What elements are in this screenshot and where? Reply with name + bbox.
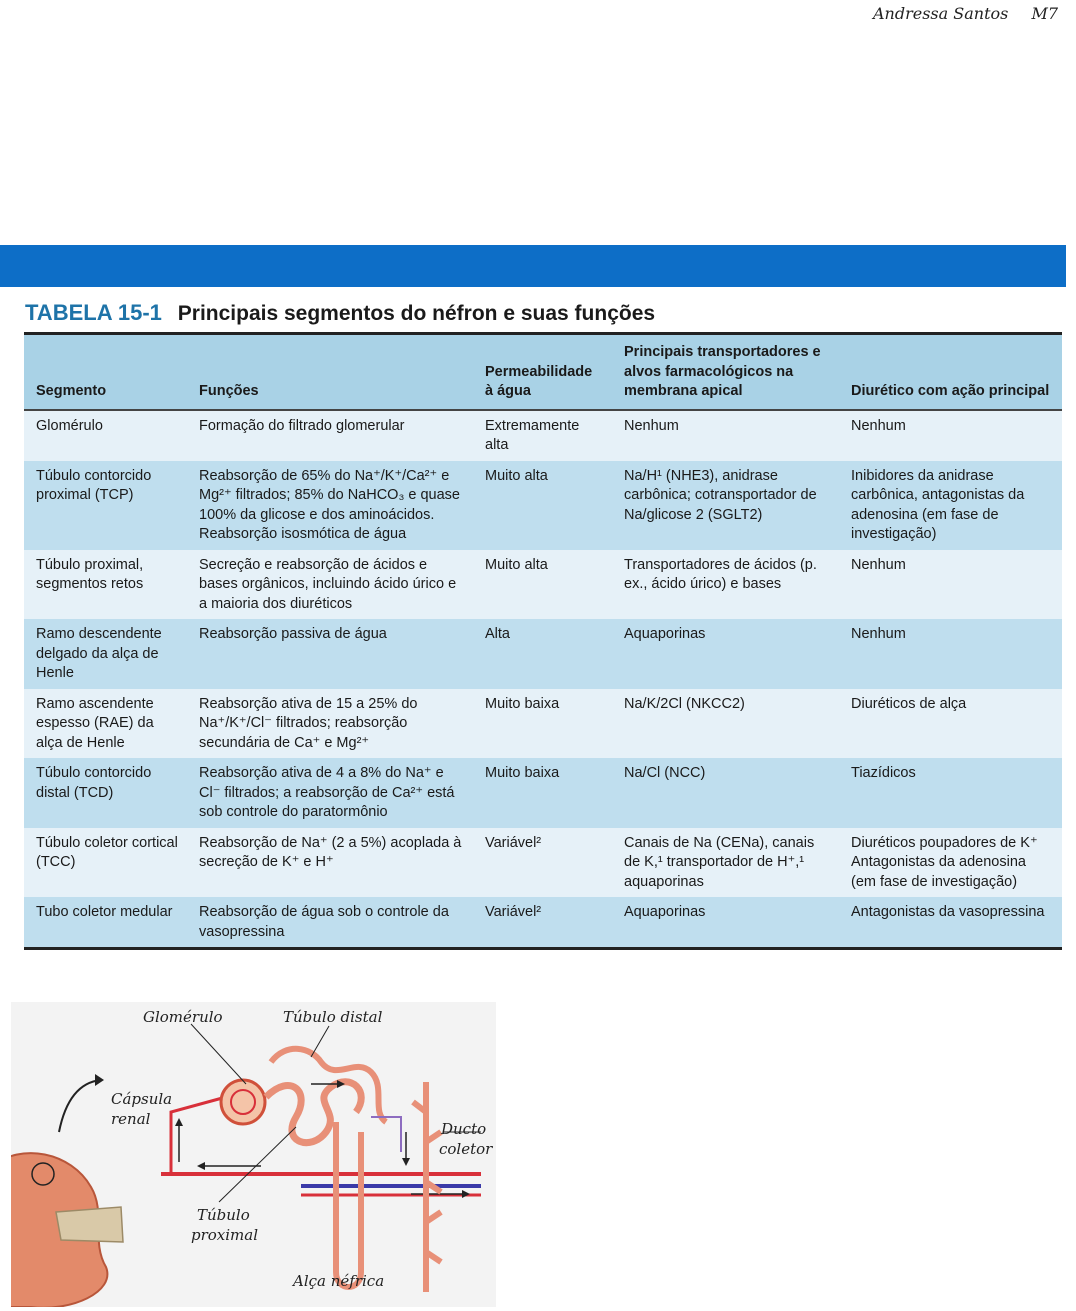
cell-diuretico: Nenhum: [839, 550, 1062, 620]
table-row: [24, 897, 1062, 949]
cell-transportadores: Na/K/2Cl (NKCC2): [612, 689, 839, 759]
cell-segmento: Ramo ascendente espesso (RAE) da alça de Henle: [24, 689, 187, 759]
cell-funcoes: Reabsorção de 65% do Na⁺/K⁺/Ca²⁺ e Mg²⁺ filtrados; 85% do NaHCO₃ e quase 100% da glicose e dos aminoácidos. Reabsorção isosmótica de água: [187, 461, 473, 550]
glomerulus: [221, 1080, 265, 1124]
nephron-diagram: [11, 1002, 496, 1307]
cell-funcoes: Reabsorção de água sob o controle da vasopressina: [187, 897, 473, 949]
cell-segmento: Túbulo proximal, segmentos retos: [24, 550, 187, 620]
table-row: [24, 550, 1062, 620]
cell-permeabilidade: Muito baixa: [473, 758, 612, 828]
page-header: [855, 4, 1058, 23]
cell-permeabilidade: Variável²: [473, 828, 612, 898]
cell-segmento: Túbulo coletor cortical (TCC): [24, 828, 187, 898]
label-glomerulo: Glomérulo: [143, 1008, 223, 1026]
table-row: [24, 461, 1062, 550]
cell-segmento: Túbulo contorcido proximal (TCP): [24, 461, 187, 550]
label-tubulo-distal: Túbulo distal: [283, 1008, 383, 1026]
cell-permeabilidade: Variável²: [473, 897, 612, 949]
label-coletor: coletor: [439, 1140, 493, 1158]
cell-transportadores: Nenhum: [612, 410, 839, 461]
cell-permeabilidade: Muito baixa: [473, 689, 612, 759]
cell-funcoes: Reabsorção de Na⁺ (2 a 5%) acoplada à secreção de K⁺ e H⁺: [187, 828, 473, 898]
table-header-row: [24, 334, 1062, 410]
table-row: [24, 410, 1062, 461]
nephron-illustration: [11, 1002, 496, 1307]
cell-transportadores: Transportadores de ácidos (p. ex., ácido úrico) e bases: [612, 550, 839, 620]
label-renal: renal: [111, 1110, 151, 1128]
table-row: [24, 828, 1062, 898]
cell-transportadores: Aquaporinas: [612, 897, 839, 949]
cell-permeabilidade: Muito alta: [473, 550, 612, 620]
cell-transportadores: Aquaporinas: [612, 619, 839, 689]
cell-funcoes: Secreção e reabsorção de ácidos e bases orgânicos, incluindo ácido úrico e a maioria dos diuréticos: [187, 550, 473, 620]
cell-permeabilidade: Muito alta: [473, 461, 612, 550]
col-header-diuretico: Diurético com ação principal: [839, 334, 1062, 410]
cell-diuretico: Inibidores da anidrase carbônica, antagonistas da adenosina (em fase de investigação): [839, 461, 1062, 550]
nephron-table: [24, 332, 1062, 950]
cell-diuretico: Antagonistas da vasopressina: [839, 897, 1062, 949]
table-row: [24, 619, 1062, 689]
cell-segmento: Tubo coletor medular: [24, 897, 187, 949]
col-header-segmento: Segmento: [24, 334, 187, 410]
zoom-arrow: [59, 1080, 101, 1132]
renal-pelvis: [56, 1207, 123, 1242]
author-name: Andressa Santos: [873, 4, 1009, 23]
table-caption: Principais segmentos do néfron e suas funções: [177, 302, 656, 325]
cell-permeabilidade: Alta: [473, 619, 612, 689]
cell-diuretico: Diuréticos poupadores de K⁺ Antagonistas da adenosina (em fase de investigação): [839, 828, 1062, 898]
label-alca-nefrica: Alça néfrica: [293, 1272, 385, 1290]
cell-funcoes: Reabsorção ativa de 15 a 25% do Na⁺/K⁺/Cl⁻ filtrados; reabsorção secundária de Ca⁺ e Mg²⁺: [187, 689, 473, 759]
label-tubulo: Túbulo: [197, 1206, 250, 1224]
proximal-tubule: [266, 1082, 361, 1143]
loop-of-henle: [336, 1122, 361, 1287]
col-header-transportadores: Principais transportadores e alvos farmacológicos na membrana apical: [612, 334, 839, 410]
label-proximal: proximal: [191, 1226, 259, 1244]
page-tag: M7: [1031, 4, 1058, 23]
cell-segmento: Glomérulo: [24, 410, 187, 461]
cell-segmento: Túbulo contorcido distal (TCD): [24, 758, 187, 828]
cell-diuretico: Tiazídicos: [839, 758, 1062, 828]
label-ducto: Ducto: [441, 1120, 487, 1138]
cell-transportadores: Na/Cl (NCC): [612, 758, 839, 828]
cell-diuretico: Nenhum: [839, 410, 1062, 461]
table-title: [25, 300, 655, 326]
col-header-funcoes: Funções: [187, 334, 473, 410]
blue-banner: [0, 245, 1066, 287]
label-capsula: Cápsula: [111, 1090, 173, 1108]
cell-diuretico: Diuréticos de alça: [839, 689, 1062, 759]
col-header-permeabilidade: Permeabilidade à água: [473, 334, 612, 410]
table-row: [24, 758, 1062, 828]
cell-transportadores: Na/H¹ (NHE3), anidrase carbônica; cotransportador de Na/glicose 2 (SGLT2): [612, 461, 839, 550]
cell-funcoes: Reabsorção ativa de 4 a 8% do Na⁺ e Cl⁻ filtrados; a reabsorção de Ca²⁺ está sob controle do paratormônio: [187, 758, 473, 828]
table-row: [24, 689, 1062, 759]
cell-diuretico: Nenhum: [839, 619, 1062, 689]
cell-funcoes: Reabsorção passiva de água: [187, 619, 473, 689]
cell-funcoes: Formação do filtrado glomerular: [187, 410, 473, 461]
table-code: TABELA 15-1: [25, 300, 162, 325]
cell-segmento: Ramo descendente delgado da alça de Henle: [24, 619, 187, 689]
cell-transportadores: Canais de Na (CENa), canais de K,¹ transportador de H⁺,¹ aquaporinas: [612, 828, 839, 898]
cell-permeabilidade: Extremamente alta: [473, 410, 612, 461]
